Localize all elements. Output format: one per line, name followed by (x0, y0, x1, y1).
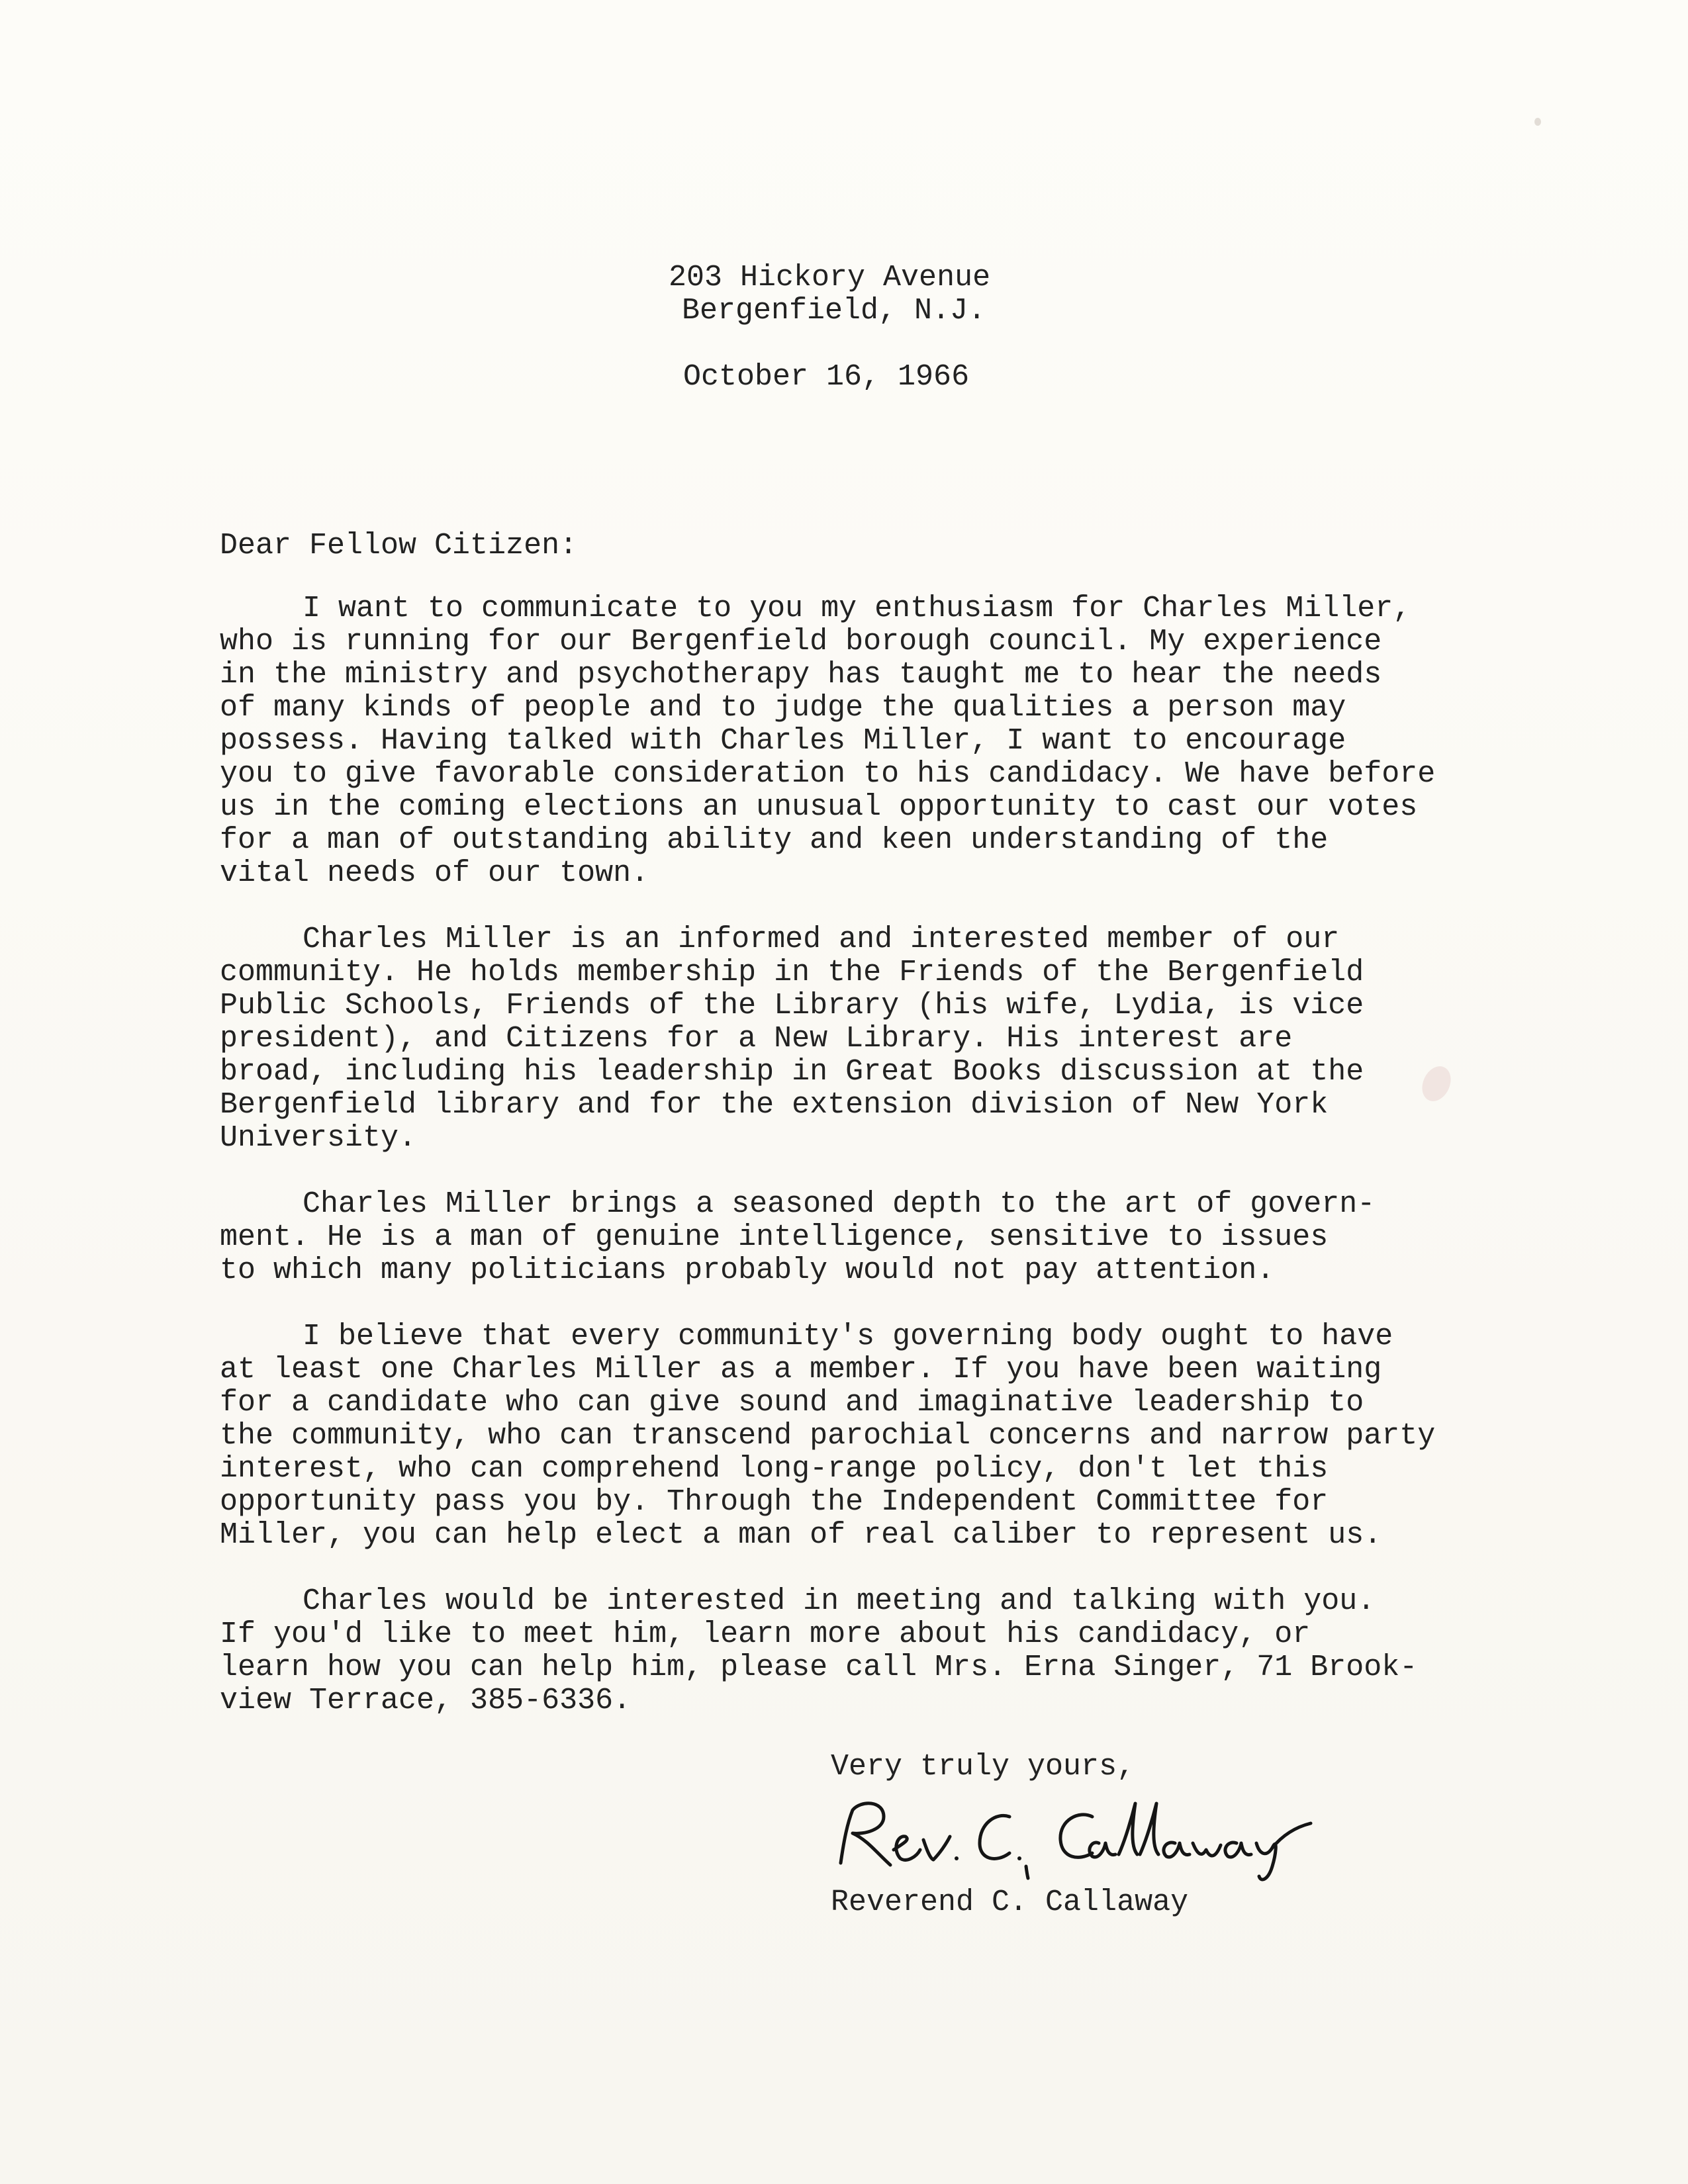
text-line: for a candidate who can give sound and imaginative leadership to (220, 1386, 1364, 1420)
address-line: Bergenfield, N.J. (682, 294, 986, 328)
paper-speck (1534, 118, 1541, 126)
signer-name: Reverend C. Callaway (831, 1886, 1189, 1919)
text-line: Charles Miller is an informed and interested member of our (303, 923, 1340, 956)
text-line: learn how you can help him, please call Mrs. Erna Singer, 71 Brook- (220, 1651, 1418, 1684)
body-paragraph-4 (220, 1320, 1435, 1552)
body-paragraph-5 (220, 1585, 1417, 1717)
text-line: who is running for our Bergenfield borough council. My experience (220, 625, 1382, 659)
letter-date: October 16, 1966 (683, 360, 970, 394)
body-paragraph-3 (220, 1188, 1375, 1287)
text-line: us in the coming elections an unusual opportunity to cast our votes (220, 790, 1418, 824)
body-paragraph-1 (220, 592, 1435, 890)
text-line: view Terrace, 385-6336. (220, 1684, 632, 1717)
text-line: Charles would be interested in meeting and talking with you. (303, 1584, 1376, 1618)
text-line: I believe that every community's governing body ought to have (303, 1320, 1393, 1353)
text-line: opportunity pass you by. Through the Independent Committee for (220, 1485, 1329, 1519)
text-line: the community, who can transcend parochial concerns and narrow party (220, 1419, 1436, 1453)
text-line: Miller, you can help elect a man of real caliber to represent us. (220, 1518, 1382, 1552)
text-line: of many kinds of people and to judge the qualities a person may (220, 691, 1346, 725)
text-line: for a man of outstanding ability and keen understanding of the (220, 823, 1329, 857)
text-line: vital needs of our town. (220, 856, 649, 890)
text-line: interest, who can comprehend long-range policy, don't let this (220, 1452, 1329, 1486)
text-line: Public Schools, Friends of the Library (his wife, Lydia, is vice (220, 989, 1364, 1023)
text-line: to which many politicians probably would not pay attention. (220, 1253, 1275, 1287)
address-line: 203 Hickory Avenue (669, 261, 991, 295)
text-line: you to give favorable consideration to his candidacy. We have before (220, 757, 1436, 791)
salutation: Dear Fellow Citizen: (220, 529, 578, 563)
text-line: Charles Miller brings a seasoned depth to the art of govern- (303, 1187, 1376, 1221)
text-line: president), and Citizens for a New Library. His interest are (220, 1022, 1293, 1056)
paper-smudge (1417, 1062, 1456, 1106)
text-line: at least one Charles Miller as a member. If you have been waiting (220, 1353, 1382, 1387)
text-line: Bergenfield library and for the extension division of New York (220, 1088, 1329, 1122)
body-paragraph-2 (220, 923, 1364, 1155)
text-line: broad, including his leadership in Great Books discussion at the (220, 1055, 1364, 1089)
text-line: community. He holds membership in the Friends of the Bergenfield (220, 956, 1364, 989)
text-line: ment. He is a man of genuine intelligence, sensitive to issues (220, 1220, 1329, 1254)
handwritten-signature (821, 1787, 1337, 1886)
sender-address (669, 261, 990, 328)
text-line: in the ministry and psychotherapy has taught me to hear the needs (220, 658, 1382, 692)
closing: Very truly yours, (831, 1750, 1135, 1784)
text-line: possess. Having talked with Charles Miller, I want to encourage (220, 724, 1346, 758)
text-line: If you'd like to meet him, learn more about his candidacy, or (220, 1617, 1311, 1651)
text-line: University. (220, 1121, 417, 1155)
text-line: I want to communicate to you my enthusiasm for Charles Miller, (303, 592, 1411, 625)
